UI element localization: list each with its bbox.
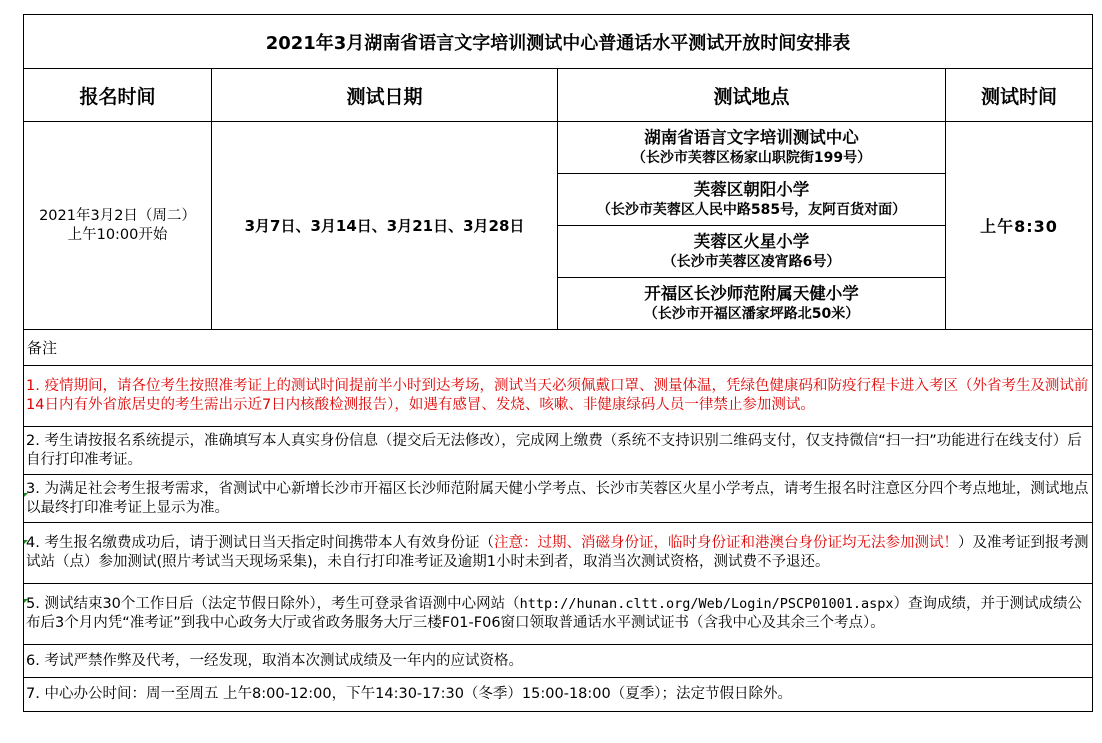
cell-marker-icon (24, 540, 28, 544)
schedule-table (23, 14, 1093, 712)
header-test-location: 测试地点 (558, 69, 946, 122)
reg-start-time: 上午10:00开始 (67, 226, 168, 243)
location-4 (558, 278, 946, 330)
note-1: 1. 疫情期间，请各位考生按照准考证上的测试时间提前半小时到达考场，测试当天必须佩戴口罩、测量体温，凭绿色健康码和防疫行程卡进入考区（外省考生及测试前14日内有外省旅居史的考生需出示近7日内核酸检测报告），如遇有感冒、发烧、咳嗽、非健康绿码人员一律禁止参加测试。 (24, 366, 1093, 427)
header-reg-time: 报名时间 (24, 69, 212, 122)
note-5-text-a: 5. 测试结束30个工作日后（法定节假日除外），考生可登录省语测中心网站（ (26, 596, 520, 612)
location-name: 湖南省语言文字培训测试中心 (644, 128, 859, 147)
note-4 (24, 523, 1093, 584)
note-5-url: http://hunan.cltt.org/Web/Login/PSCP01001.aspx (519, 596, 894, 612)
note-3: 3. 为满足社会考生报考需求，省测试中心新增长沙市开福区长沙师范附属天健小学考点、长沙市芙蓉区火星小学考点，请考生报名时注意区分四个考点地址，测试地点以最终打印准考证上显示为准。 (24, 475, 1093, 523)
cell-marker-icon (24, 493, 28, 497)
cell-marker-icon (24, 599, 28, 603)
test-time-cell: 上午8:30 (946, 122, 1093, 330)
note-5 (24, 584, 1093, 645)
location-address: （长沙市芙蓉区人民中路585号，友阿百货对面） (596, 202, 907, 218)
reg-date: 2021年3月2日（周二） (39, 207, 196, 224)
note-4-text-b: ）及准考证到报考测试站（点）参加测试(照片考试当天现场采集)，未自行打印准考证及逾期1小时未到者，取消当次测试资格，测试费不予退还。 (26, 535, 1089, 570)
location-address: （长沙市开福区潘家坪路北50米） (643, 306, 860, 322)
location-3 (558, 226, 946, 278)
location-name: 开福区长沙师范附属天健小学 (644, 284, 859, 303)
location-name: 芙蓉区朝阳小学 (693, 180, 810, 199)
note-7: 7. 中心办公时间：周一至周五 上午8:00-12:00，下午14:30-17:30（冬季）15:00-18:00（夏季）；法定节假日除外。 (24, 678, 1093, 712)
note-4-text-a: 4. 考生报名缴费成功后，请于测试日当天指定时间携带本人有效身份证（ (26, 535, 494, 551)
schedule-sheet (23, 14, 1092, 741)
location-2 (558, 174, 946, 226)
header-test-date: 测试日期 (212, 69, 558, 122)
notes-label: 备注 (24, 330, 1093, 366)
header-test-time: 测试时间 (946, 69, 1093, 122)
reg-time-cell (24, 122, 212, 330)
test-dates-cell: 3月7日、3月14日、3月21日、3月28日 (212, 122, 558, 330)
note-5-text-b: ）查询成绩，并于测试成绩公布后3个月内凭“准考证”到我中心政务大厅或省政务服务大厅三楼F01-F06窗口领取普通话水平测试证书（含我中心及其余三个考点）。 (26, 596, 1083, 631)
note-4-warning: 注意：过期、消磁身份证，临时身份证和港澳台身份证均无法参加测试！ (493, 535, 958, 551)
note-6: 6. 考试严禁作弊及代考，一经发现，取消本次测试成绩及一年内的应试资格。 (24, 645, 1093, 678)
table-title: 2021年3月湖南省语言文字培训测试中心普通话水平测试开放时间安排表 (24, 15, 1093, 69)
location-address: （长沙市芙蓉区凌宵路6号） (662, 254, 841, 270)
location-name: 芙蓉区火星小学 (693, 232, 810, 251)
note-2: 2. 考生请按报名系统提示，准确填写本人真实身份信息（提交后无法修改），完成网上缴费（系统不支持识别二维码支付，仅支持微信“扫一扫”功能进行在线支付）后自行打印准考证。 (24, 427, 1093, 475)
location-address: （长沙市芙蓉区杨家山职院街199号） (631, 150, 872, 166)
location-1 (558, 122, 946, 174)
